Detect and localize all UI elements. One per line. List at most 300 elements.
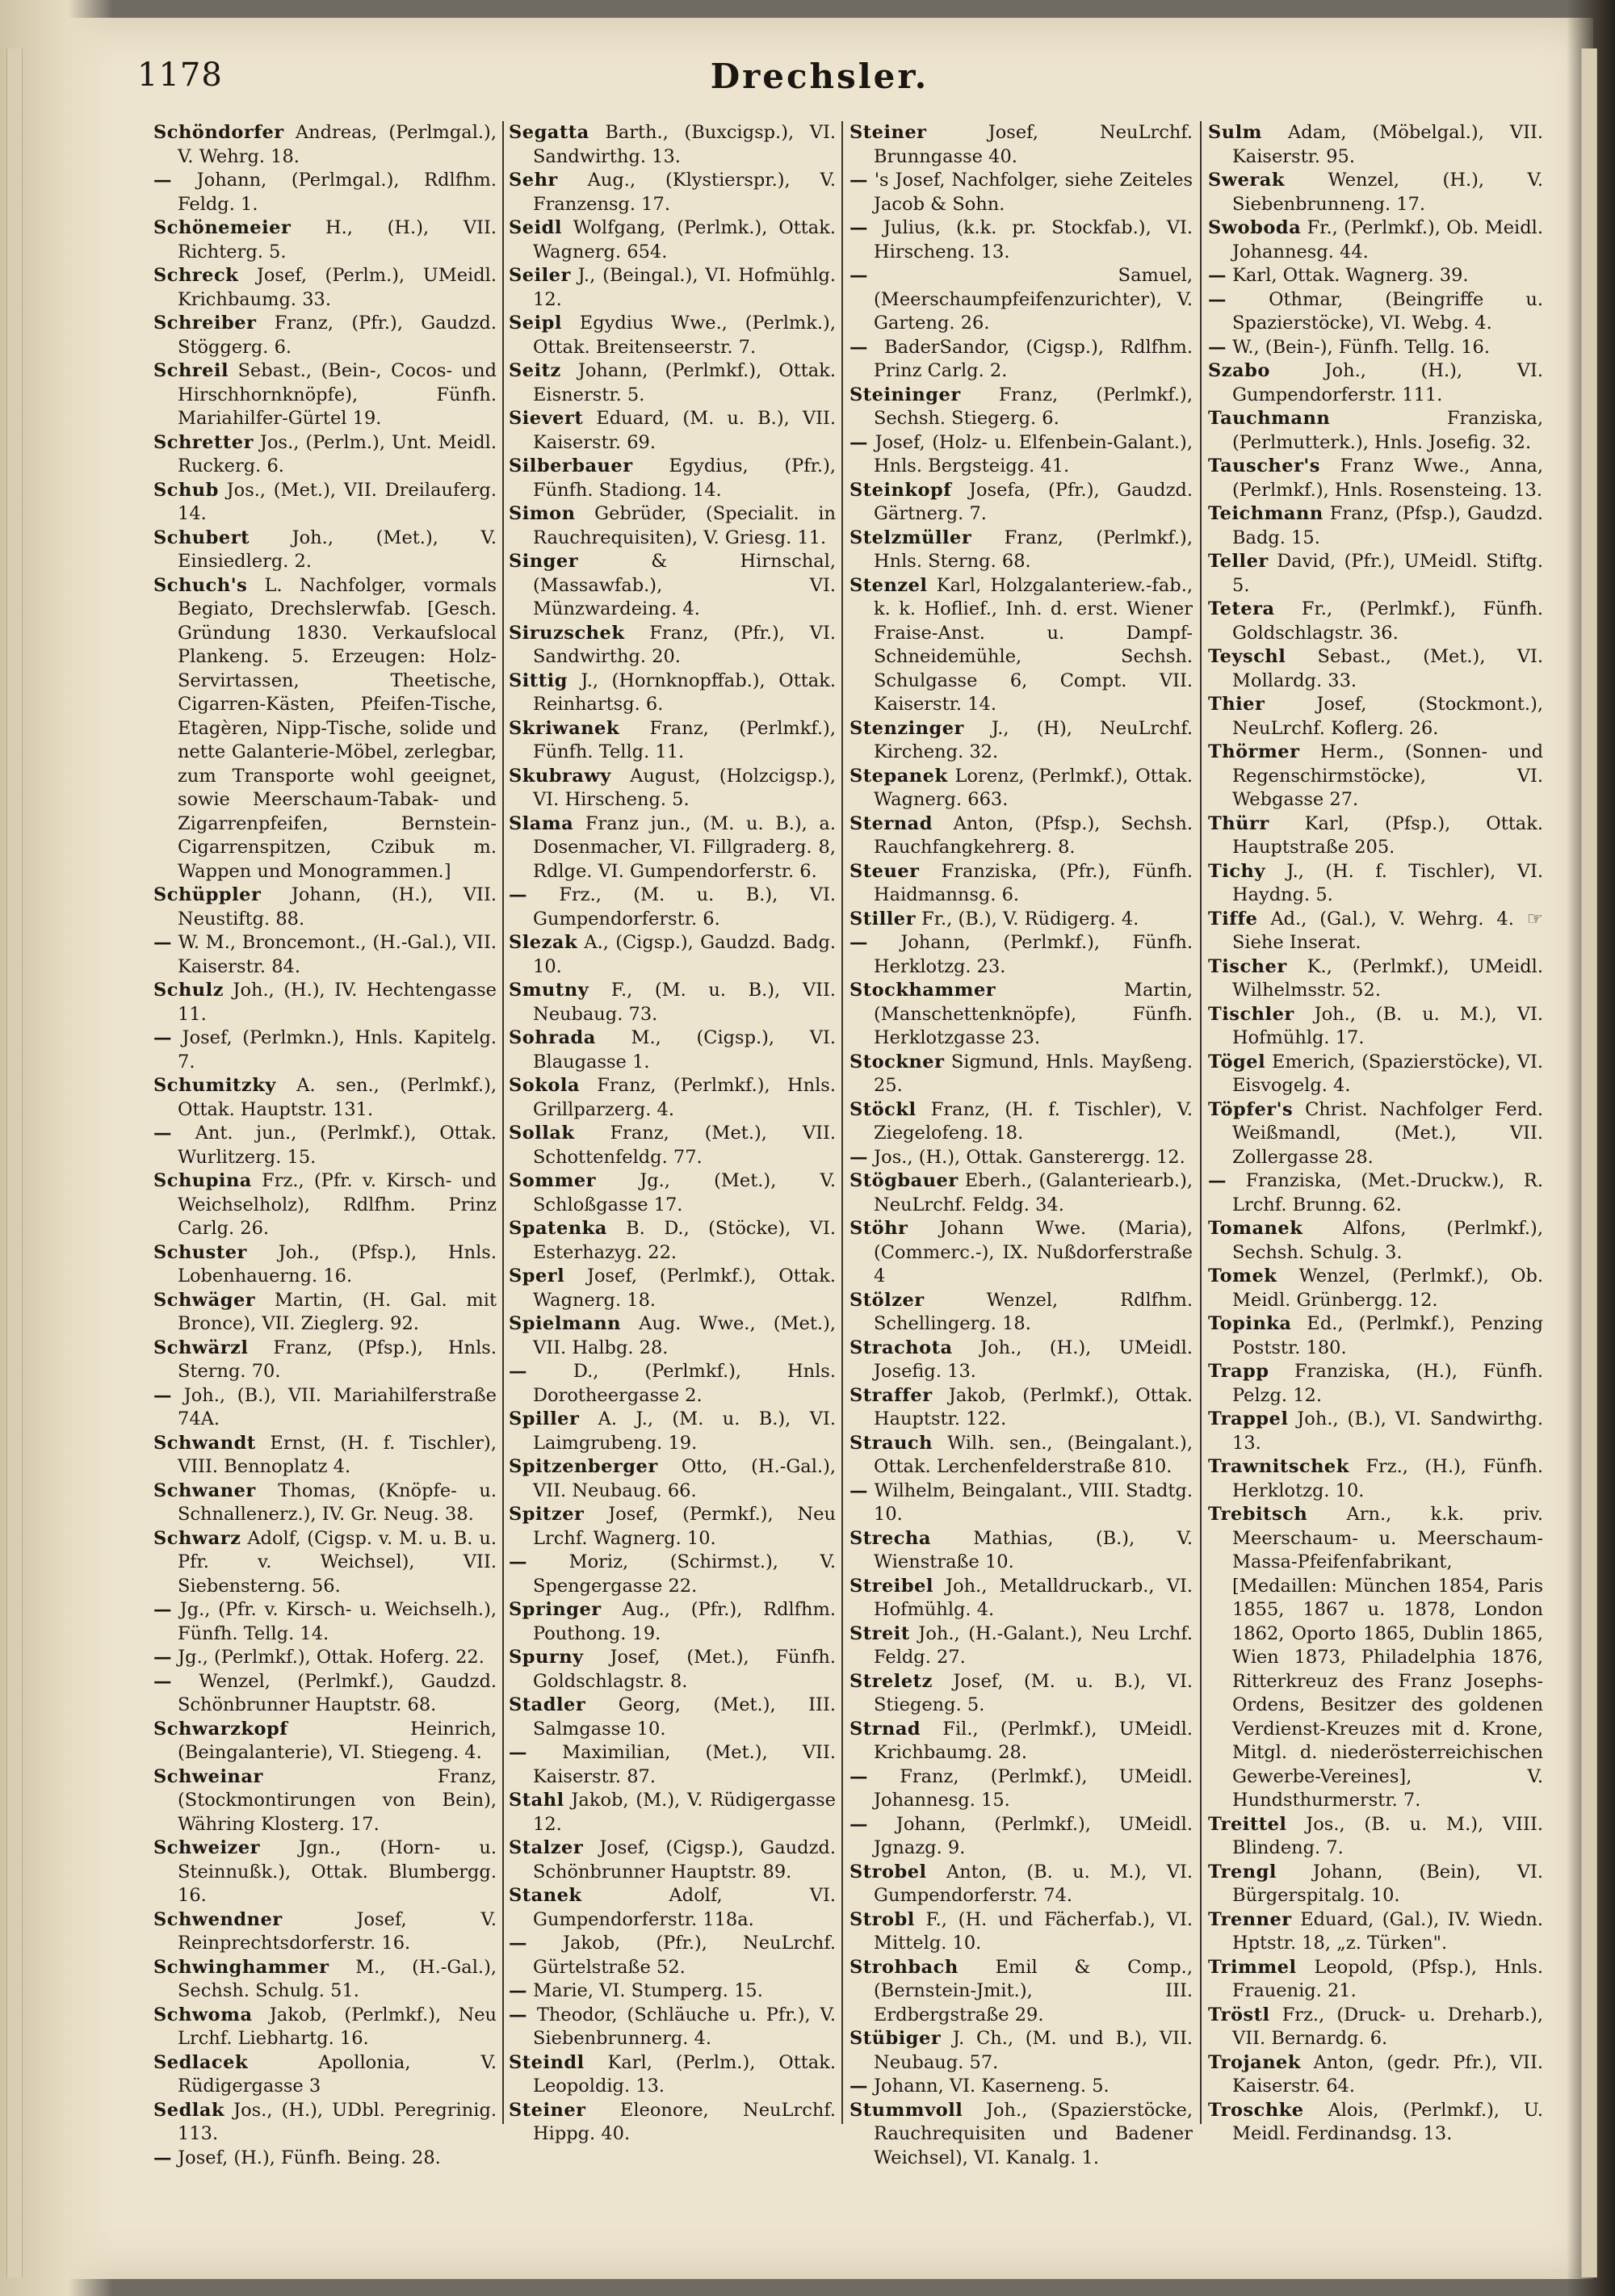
entry-details: Jakob, (Perlmkf.), Ottak. Hauptstr. 122. bbox=[874, 1384, 1193, 1429]
entry-name: Skriwanek bbox=[509, 717, 619, 739]
entry-details: Fr., (Perlmkf.), Fünfh. Goldschlagstr. 36. bbox=[1232, 598, 1543, 644]
directory-entry bbox=[153, 1241, 497, 1289]
directory-entry bbox=[849, 2075, 1193, 2099]
entry-name: Stadler bbox=[509, 1694, 586, 1715]
entry-name: Sulm bbox=[1208, 122, 1262, 143]
entry-details: Eberh., (Galanteriearb.), NeuLrchf. Feldg. 34. bbox=[874, 1170, 1193, 1215]
directory-entry bbox=[849, 1718, 1193, 1765]
directory-entry bbox=[849, 1432, 1193, 1480]
directory-entry bbox=[509, 1503, 836, 1551]
entry-name: — bbox=[849, 1765, 868, 1787]
entry-details: A. sen., (Perlmkf.), Ottak. Hauptstr. 131. bbox=[178, 1075, 497, 1120]
entry-name: — bbox=[509, 1933, 527, 1954]
directory-entry bbox=[509, 2004, 836, 2051]
entry-name: Stenzel bbox=[849, 574, 928, 596]
entry-name: Schupina bbox=[153, 1170, 252, 1191]
directory-entry bbox=[849, 1622, 1193, 1670]
entry-name: Schüppler bbox=[153, 884, 262, 905]
entry-details: Joh., (B. u. M.), VI. Hofmühlg. 17. bbox=[1232, 1003, 1543, 1048]
directory-entry bbox=[153, 1432, 497, 1480]
entry-details: Franz jun., (M. u. B.), a. Dosenmacher, VI. Fillgraderg. 8, Rdlge. VI. Gumpendorferstr. 6. bbox=[533, 812, 836, 882]
entry-details: Jos., (H.), UDbl. Peregrinig. 113. bbox=[178, 2099, 497, 2144]
directory-entry bbox=[849, 1670, 1193, 1718]
entry-name: — bbox=[1208, 336, 1227, 358]
entry-details: Josef, (Holz- u. Elfenbein-Galant.), Hnls. Bergsteigg. 41. bbox=[868, 431, 1193, 476]
entry-details: Emil & Comp., (Bernstein-Jmit.), III. Erdbergstraße 29. bbox=[874, 1956, 1193, 2025]
entry-name: Steininger bbox=[849, 384, 961, 405]
entry-name: Schwendner bbox=[153, 1908, 283, 1930]
directory-entry bbox=[1208, 741, 1543, 812]
entry-details: Gebrüder, (Specialit. in Rauchrequisiten), V. Griesg. 11. bbox=[533, 503, 836, 548]
directory-entry bbox=[849, 169, 1193, 216]
directory-entry bbox=[509, 216, 836, 264]
entry-details: Leopold, (Pfsp.), Hnls. Frauenig. 21. bbox=[1232, 1956, 1543, 2001]
entry-name: Seiler bbox=[509, 265, 571, 286]
directory-entry bbox=[153, 979, 497, 1026]
directory-entry bbox=[153, 359, 497, 431]
entry-name: Seitz bbox=[509, 360, 561, 381]
entry-details: Martin, (H. Gal. mit Bronce), VII. Zieglerg. 92. bbox=[178, 1289, 497, 1334]
directory-entry bbox=[509, 359, 836, 407]
directory-entry bbox=[509, 979, 836, 1026]
directory-entry bbox=[1208, 550, 1543, 598]
directory-entry bbox=[509, 812, 836, 884]
entry-details: Andreas, (Perlmgal.), V. Wehrg. 18. bbox=[178, 122, 497, 167]
entry-details: Mathias, (B.), V. Wienstraße 10. bbox=[874, 1527, 1193, 1572]
entry-details: Wenzel, (Perlmkf.), Gaudzd. Schönbrunner Hauptstr. 68. bbox=[172, 1670, 497, 1715]
entry-details: Jos., (B. u. M.), VIII. Blindeng. 7. bbox=[1232, 1813, 1543, 1858]
entry-name: Skubrawy bbox=[509, 765, 611, 787]
entry-details: Johann, (H.), VII. Neustiftg. 88. bbox=[178, 884, 497, 930]
entry-details: Julius, (k.k. pr. Stockfab.), VI. Hirscheng. 13. bbox=[868, 217, 1193, 262]
directory-entry bbox=[1208, 455, 1543, 502]
entry-details: Johann, (Perlmkf.), Fünfh. Herklotzg. 23. bbox=[868, 932, 1193, 977]
directory-entry bbox=[1208, 645, 1543, 693]
entry-name: — bbox=[509, 1551, 527, 1572]
entry-details: Fil., (Perlmkf.), UMeidl. Krichbaumg. 28. bbox=[874, 1718, 1193, 1763]
directory-entry bbox=[1208, 169, 1543, 216]
entry-details: Jos., (H.), Ottak. Gansterergg. 12. bbox=[868, 1146, 1185, 1168]
entry-name: Slama bbox=[509, 812, 574, 834]
directory-entry bbox=[153, 884, 497, 931]
directory-entry bbox=[153, 2004, 497, 2051]
entry-name: — bbox=[1208, 1170, 1227, 1191]
directory-entry bbox=[1208, 2051, 1543, 2099]
entry-name: Steinkopf bbox=[849, 479, 952, 501]
directory-entry bbox=[1208, 1265, 1543, 1312]
directory-entry bbox=[153, 1074, 497, 1122]
entry-name: Tischler bbox=[1208, 1003, 1294, 1025]
entry-details: Franziska, (Met.-Druckw.), R. Lrchf. Brunng. 62. bbox=[1227, 1170, 1543, 1215]
directory-entry bbox=[153, 264, 497, 312]
directory-entry bbox=[849, 479, 1193, 527]
entry-details: Franz, (Pfsp.), Gaudzd. Badg. 15. bbox=[1232, 503, 1543, 548]
entry-name: — bbox=[153, 2147, 172, 2168]
entry-name: Spatenka bbox=[509, 1218, 607, 1239]
directory-entry bbox=[1208, 1503, 1543, 1813]
entry-name: Steiner bbox=[849, 122, 927, 143]
entry-name: Sommer bbox=[509, 1170, 597, 1191]
directory-entry bbox=[1208, 1003, 1543, 1051]
entry-details: J., (Beingal.), VI. Hofmühlg. 12. bbox=[533, 265, 836, 310]
entry-name: Tomanek bbox=[1208, 1218, 1303, 1239]
entry-details: Heinrich, (Beingalanterie), VI. Stiegeng. 4. bbox=[178, 1718, 497, 1763]
entry-details: Jakob, (Perlmkf.), Neu Lrchf. Liebhartg. 16. bbox=[178, 2004, 497, 2049]
entry-details: Anton, (gedr. Pfr.), VII. Kaiserstr. 64. bbox=[1232, 2051, 1543, 2097]
entry-details: Josef, NeuLrchf. Brunngasse 40. bbox=[874, 122, 1193, 167]
directory-entry bbox=[509, 169, 836, 216]
entry-name: Stockhammer bbox=[849, 980, 996, 1001]
entry-name: Sperl bbox=[509, 1266, 565, 1287]
directory-entry bbox=[849, 1908, 1193, 1956]
directory-entry bbox=[1208, 264, 1543, 288]
directory-entry bbox=[1208, 1169, 1543, 1217]
entry-name: Sollak bbox=[509, 1123, 575, 1144]
entry-details: Adolf, (Cigsp. v. M. u. B. u. Pfr. v. Weichsel), VII. Siebensterng. 56. bbox=[178, 1527, 497, 1597]
directory-entry bbox=[153, 2147, 497, 2171]
entry-details: Aug., (Klystierspr.), V. Franzensg. 17. bbox=[533, 170, 836, 215]
entry-details: Jakob, (M.), V. Rüdigergasse 12. bbox=[533, 1790, 836, 1835]
entry-details: W., (Bein-), Fünfh. Tellg. 16. bbox=[1227, 336, 1490, 358]
entry-details: Franz, (Pfr.), Gaudzd. Stöggerg. 6. bbox=[178, 313, 497, 358]
directory-entry bbox=[849, 2027, 1193, 2075]
directory-entry bbox=[1208, 1217, 1543, 1265]
entry-details: Wenzel, (Perlmkf.), Ob. Meidl. Grünbergg. 12. bbox=[1232, 1266, 1543, 1311]
directory-entry bbox=[153, 1765, 497, 1837]
entry-details: Frz., (M. u. B.), VI. Gumpendorferstr. 6. bbox=[527, 884, 836, 930]
directory-entry bbox=[849, 1480, 1193, 1527]
entry-name: Strachota bbox=[849, 1337, 953, 1358]
entry-name: Stiller bbox=[849, 908, 916, 930]
entry-details: Adam, (Möbelgal.), VII. Kaiserstr. 95. bbox=[1232, 122, 1543, 167]
entry-details: Jos., (Met.), VII. Dreilauferg. 14. bbox=[178, 479, 497, 524]
directory-entry bbox=[849, 264, 1193, 336]
directory-entry bbox=[849, 336, 1193, 384]
directory-entry bbox=[849, 1861, 1193, 1908]
entry-name: Trengl bbox=[1208, 1861, 1277, 1883]
entry-details: M., (H.-Gal.), Sechsh. Schulg. 51. bbox=[178, 1956, 497, 2001]
directory-entry bbox=[509, 1217, 836, 1265]
directory-entry bbox=[849, 527, 1193, 574]
entry-details: Josef, V. Reinprechtsdorferstr. 16. bbox=[178, 1908, 497, 1954]
entry-details: Theodor, (Schläuche u. Pfr.), V. Siebenbrunnerg. 4. bbox=[527, 2004, 836, 2049]
directory-entry bbox=[1208, 359, 1543, 407]
directory-entry bbox=[153, 1289, 497, 1337]
directory-entry bbox=[509, 1884, 836, 1932]
directory-entry bbox=[849, 1146, 1193, 1170]
entry-name: — bbox=[509, 1980, 527, 2001]
directory-entry bbox=[1208, 288, 1543, 336]
directory-entry bbox=[153, 431, 497, 479]
entry-details: Ed., (Perlmkf.), Penzing Poststr. 180. bbox=[1232, 1313, 1543, 1358]
entry-details: Ernst, (H. f. Tischler), VIII. Bennoplatz 4. bbox=[178, 1432, 497, 1477]
entry-details: Eduard, (M. u. B.), VII. Kaiserstr. 69. bbox=[533, 408, 836, 453]
entry-details: H., (H.), VII. Richterg. 5. bbox=[178, 217, 497, 262]
entry-name: Stögbauer bbox=[849, 1170, 959, 1191]
entry-details: Joh., (Pfsp.), Hnls. Lobenhauerng. 16. bbox=[178, 1241, 497, 1287]
directory-entry bbox=[509, 1026, 836, 1074]
directory-entry bbox=[509, 1598, 836, 1646]
entry-name: — bbox=[849, 1480, 868, 1501]
entry-name: — bbox=[849, 1813, 868, 1835]
directory-entry bbox=[153, 312, 497, 359]
entry-details: Jos., (Perlm.), Unt. Meidl. Ruckerg. 6. bbox=[178, 431, 497, 476]
entry-details: Jakob, (Pfr.), NeuLrchf. Gürtelstraße 52. bbox=[527, 1933, 836, 1978]
directory-entry bbox=[509, 550, 836, 622]
directory-entry bbox=[1208, 1908, 1543, 1956]
directory-entry bbox=[849, 765, 1193, 812]
entry-details: Franz, (Perlmkf.), Hnls. Grillparzerg. 4. bbox=[533, 1075, 836, 1120]
entry-details: Joh., (Spazierstöcke, Rauchrequisiten und Badener Weichsel), VI. Kanalg. 1. bbox=[874, 2099, 1193, 2168]
entry-name: Steiner bbox=[509, 2099, 586, 2121]
directory-entry bbox=[509, 717, 836, 765]
entry-name: Trappel bbox=[1208, 1408, 1289, 1429]
directory-entry bbox=[153, 1718, 497, 1765]
directory-entry bbox=[1208, 1051, 1543, 1098]
directory-entry bbox=[1208, 1861, 1543, 1908]
directory-entry bbox=[1208, 1813, 1543, 1861]
entry-name: Steindl bbox=[509, 2051, 585, 2073]
entry-name: Tichy bbox=[1208, 860, 1265, 882]
entry-name: Schubert bbox=[153, 527, 250, 548]
directory-entry bbox=[153, 1122, 497, 1169]
entry-details: Joh., (Met.), V. Einsiedlerg. 2. bbox=[178, 527, 497, 572]
entry-name: Stummvoll bbox=[849, 2099, 963, 2121]
entry-name: — bbox=[849, 932, 868, 953]
entry-details: Sigmund, Hnls. Mayßeng. 25. bbox=[874, 1051, 1193, 1096]
entry-details: Josef, (Stockmont.), NeuLrchf. Koflerg. 26. bbox=[1232, 694, 1543, 739]
directory-entry bbox=[1208, 407, 1543, 455]
entry-details: Karl, (Pfsp.), Ottak. Hauptstraße 205. bbox=[1232, 812, 1543, 858]
entry-details: Othmar, (Beingriffe u. Spazierstöcke), VI. Webg. 4. bbox=[1227, 288, 1543, 334]
directory-entry bbox=[509, 1360, 836, 1408]
entry-name: Tomek bbox=[1208, 1266, 1277, 1287]
entry-details: Wenzel, Rdlfhm. Schellingerg. 18. bbox=[874, 1289, 1193, 1334]
directory-columns bbox=[145, 121, 1546, 2237]
entry-name: Schretter bbox=[153, 431, 254, 453]
entry-details: Johann, (Perlmkf.), Ottak. Eisnerstr. 5. bbox=[533, 360, 836, 405]
entry-name: Tauchmann bbox=[1208, 408, 1331, 429]
entry-name: Trawnitschek bbox=[1208, 1456, 1349, 1477]
directory-entry bbox=[849, 2099, 1193, 2171]
directory-entry bbox=[509, 884, 836, 931]
directory-entry bbox=[1208, 955, 1543, 1003]
entry-details: BaderSandor, (Cigsp.), Rdlfhm. Prinz Carlg. 2. bbox=[868, 336, 1193, 381]
directory-entry bbox=[153, 527, 497, 574]
entry-name: Schweizer bbox=[153, 1837, 260, 1858]
entry-name: Treittel bbox=[1208, 1813, 1287, 1835]
entry-details: Alois, (Perlmkf.), U. Meidl. Ferdinandsg. 13. bbox=[1232, 2099, 1543, 2144]
directory-entry bbox=[509, 1265, 836, 1312]
directory-entry bbox=[849, 216, 1193, 264]
entry-name: — bbox=[153, 1670, 172, 1692]
entry-name: Schreck bbox=[153, 265, 239, 286]
entry-name: Schwarzkopf bbox=[153, 1718, 288, 1740]
directory-entry bbox=[849, 384, 1193, 431]
directory-entry bbox=[153, 1956, 497, 2004]
entry-name: Schreiber bbox=[153, 313, 257, 334]
entry-name: — bbox=[849, 336, 868, 358]
entry-details: Christ. Nachfolger Ferd. Weißmandl, (Met.), VII. Zollergasse 28. bbox=[1232, 1098, 1543, 1168]
entry-name: Topinka bbox=[1208, 1313, 1292, 1334]
directory-entry bbox=[849, 908, 1193, 932]
entry-details: & Hirnschal, (Massawfab.), VI. Münzwardeing. 4. bbox=[533, 551, 836, 619]
entry-name: Schreil bbox=[153, 360, 229, 381]
entry-details: Franz, (Perlmkf.), Hnls. Sterng. 68. bbox=[874, 527, 1193, 572]
entry-details: Martin, (Manschettenknöpfe), Fünfh. Herklotzgasse 23. bbox=[874, 980, 1193, 1048]
entry-details: Anton, (B. u. M.), VI. Gumpendorferstr. 74. bbox=[874, 1861, 1193, 1906]
entry-name: Streit bbox=[849, 1622, 910, 1644]
entry-name: Stöckl bbox=[849, 1098, 917, 1120]
entry-details: Joh., (B.), VII. Mariahilferstraße 74A. bbox=[172, 1384, 497, 1429]
entry-details: Joh., (H.), VI. Gumpendorferstr. 111. bbox=[1232, 360, 1543, 405]
entry-name: Schwoma bbox=[153, 2004, 253, 2025]
directory-entry bbox=[153, 1670, 497, 1718]
entry-details: Johann, (Perlmkf.), UMeidl. Jgnazg. 9. bbox=[868, 1813, 1193, 1858]
entry-details: Franz, (Met.), VII. Schottenfeldg. 77. bbox=[533, 1123, 836, 1168]
directory-entry bbox=[153, 1169, 497, 1241]
directory-entry bbox=[509, 407, 836, 455]
entry-details: F., (M. u. B.), VII. Neubaug. 73. bbox=[533, 980, 836, 1025]
entry-details: Emerich, (Spazierstöcke), VI. Eisvogelg. 4. bbox=[1232, 1051, 1543, 1096]
entry-name: Stölzer bbox=[849, 1289, 925, 1311]
entry-name: Thier bbox=[1208, 694, 1265, 715]
entry-name: — bbox=[153, 1123, 172, 1144]
entry-details: Josef, (Permkf.), Neu Lrchf. Wagnerg. 10. bbox=[533, 1504, 836, 1549]
entry-details: W. M., Broncemont., (H.-Gal.), VII. Kaiserstr. 84. bbox=[172, 932, 497, 977]
entry-name: Silberbauer bbox=[509, 455, 633, 476]
entry-name: Teyschl bbox=[1208, 646, 1286, 667]
directory-entry bbox=[153, 121, 497, 169]
entry-details: J., (H. f. Tischler), VI. Haydng. 5. bbox=[1232, 860, 1543, 905]
entry-name: Sokola bbox=[509, 1075, 580, 1096]
entry-name: Tiffe bbox=[1208, 908, 1258, 930]
entry-name: Strauch bbox=[849, 1432, 933, 1454]
directory-entry bbox=[509, 121, 836, 169]
directory-entry bbox=[849, 1575, 1193, 1622]
entry-details: August, (Holzcigsp.), VI. Hirscheng. 5. bbox=[533, 765, 836, 810]
entry-details: Josef, (Met.), Fünfh. Goldschlagstr. 8. bbox=[533, 1647, 836, 1692]
entry-name: Trenner bbox=[1208, 1908, 1292, 1930]
directory-column-1 bbox=[153, 121, 497, 2237]
directory-entry bbox=[849, 1217, 1193, 1289]
directory-entry bbox=[1208, 1098, 1543, 1170]
entry-details: Samuel, (Meerschaumpfeifenzurichter), V. Garteng. 26. bbox=[868, 265, 1193, 334]
directory-entry bbox=[509, 669, 836, 717]
entry-details: Frz., (Pfr. v. Kirsch- und Weichselholz), Rdlfhm. Prinz Carlg. 26. bbox=[178, 1170, 497, 1239]
entry-name: Swoboda bbox=[1208, 217, 1302, 238]
entry-name: Tögel bbox=[1208, 1051, 1266, 1072]
entry-details: David, (Pfr.), UMeidl. Stiftg. 5. bbox=[1232, 551, 1543, 596]
directory-entry bbox=[849, 1765, 1193, 1813]
directory-entry bbox=[509, 2099, 836, 2147]
directory-entry bbox=[509, 1074, 836, 1122]
entry-name: — bbox=[849, 2076, 868, 2097]
entry-details: Frz., (H.), Fünfh. Herklotzg. 10. bbox=[1232, 1456, 1543, 1501]
directory-entry bbox=[509, 2051, 836, 2099]
directory-entry bbox=[849, 1289, 1193, 1337]
entry-details: B. D., (Stöcke), VI. Esterhazyg. 22. bbox=[533, 1218, 836, 1263]
page-edge-right bbox=[1581, 48, 1597, 2277]
entry-details: Johann, (Bein), VI. Bürgerspitalg. 10. bbox=[1232, 1861, 1543, 1906]
entry-name: Schwaner bbox=[153, 1480, 256, 1501]
entry-name: Spitzer bbox=[509, 1504, 585, 1525]
entry-details: Eleonore, NeuLrchf. Hippg. 40. bbox=[533, 2099, 836, 2144]
entry-details: Joh., (H.-Galant.), Neu Lrchf. Feldg. 27. bbox=[874, 1622, 1193, 1668]
directory-entry bbox=[153, 1480, 497, 1527]
directory-entry bbox=[1208, 860, 1543, 908]
directory-entry bbox=[509, 931, 836, 979]
entry-name: Sedlacek bbox=[153, 2051, 249, 2073]
entry-name: Teichmann bbox=[1208, 503, 1323, 524]
directory-column-3 bbox=[849, 121, 1193, 2237]
directory-entry bbox=[509, 1932, 836, 1979]
entry-name: — bbox=[153, 932, 172, 953]
entry-name: Strobl bbox=[849, 1908, 915, 1930]
entry-name: — bbox=[153, 1384, 172, 1406]
page-number: 1178 bbox=[137, 57, 223, 94]
entry-name: Simon bbox=[509, 503, 576, 524]
entry-details: Adolf, VI. Gumpendorferstr. 118a. bbox=[533, 1885, 836, 1930]
directory-entry bbox=[509, 765, 836, 812]
directory-entry bbox=[509, 1694, 836, 1741]
entry-details: Egydius, (Pfr.), Fünfh. Stadiong. 14. bbox=[533, 455, 836, 501]
entry-details: Joh., Metalldruckarb., VI. Hofmühlg. 4. bbox=[874, 1575, 1193, 1620]
entry-details: Arn., k.k. priv. Meerschaum- u. Meerschaum-Massa-Pfeifenfabrikant, [Medaillen: München 1854, Paris 1855, 1867 u. 1878, London 1862, Oporto 1865, Dublin 1865, Wien 1873, Philadelphia 1876, Ritterkreuz des Franz Josephs-Ordens, Besitzer des goldenen Verdienst-Kreuzes mit d. Krone, Mitgl. d. niederösterreichischen Gewerbe-Vereines], V. Hundsthurmerstr. 7. bbox=[1232, 1504, 1543, 1811]
directory-entry bbox=[153, 2051, 497, 2099]
entry-name: Slezak bbox=[509, 932, 578, 953]
entry-name: Spurny bbox=[509, 1647, 584, 1668]
page-header bbox=[137, 57, 1502, 121]
entry-name: Tetera bbox=[1208, 598, 1275, 619]
directory-entry bbox=[153, 931, 497, 979]
directory-entry bbox=[509, 1169, 836, 1217]
directory-entry bbox=[509, 1789, 836, 1836]
directory-entry bbox=[1208, 1956, 1543, 2004]
directory-entry bbox=[153, 574, 497, 884]
entry-details: Aug. Wwe., (Met.), VII. Halbg. 28. bbox=[533, 1313, 836, 1358]
directory-entry bbox=[849, 1169, 1193, 1217]
entry-name: Stalzer bbox=[509, 1837, 584, 1858]
entry-name: Schwarz bbox=[153, 1527, 241, 1549]
directory-entry bbox=[1208, 2004, 1543, 2051]
entry-name: Teller bbox=[1208, 551, 1269, 572]
directory-entry bbox=[849, 1337, 1193, 1384]
entry-name: Tischer bbox=[1208, 955, 1287, 977]
directory-column-2 bbox=[509, 121, 836, 2237]
directory-entry bbox=[1208, 598, 1543, 645]
entry-name: Troschke bbox=[1208, 2099, 1304, 2121]
entry-name: — bbox=[509, 1361, 527, 1382]
entry-name: — bbox=[849, 217, 868, 238]
directory-entry bbox=[153, 169, 497, 216]
entry-details: Johann, (Perlmgal.), Rdlfhm. Feldg. 1. bbox=[172, 170, 497, 215]
entry-name: Stelzmüller bbox=[849, 527, 972, 548]
entry-name: Siruzschek bbox=[509, 622, 625, 644]
entry-details: Fr., (Perlmkf.), Ob. Meidl. Johannesg. 44. bbox=[1232, 217, 1543, 262]
entry-name: Schulz bbox=[153, 980, 224, 1001]
entry-name: Seipl bbox=[509, 313, 562, 334]
directory-entry bbox=[509, 1551, 836, 1598]
entry-details: Franziska, (Perlmutterk.), Hnls. Josefig. 32. bbox=[1232, 408, 1543, 453]
entry-name: Thörmer bbox=[1208, 741, 1300, 762]
entry-name: — bbox=[849, 431, 868, 453]
entry-details: Josefa, (Pfr.), Gaudzd. Gärtnerg. 7. bbox=[874, 479, 1193, 524]
entry-name: Trimmel bbox=[1208, 1956, 1297, 1978]
entry-details: Josef, (Perlmkf.), Ottak. Wagnerg. 18. bbox=[533, 1266, 836, 1311]
entry-details: Otto, (H.-Gal.), VII. Neubaug. 66. bbox=[533, 1456, 836, 1501]
entry-details: Joh., (H.), UMeidl. Josefig. 13. bbox=[874, 1337, 1193, 1382]
